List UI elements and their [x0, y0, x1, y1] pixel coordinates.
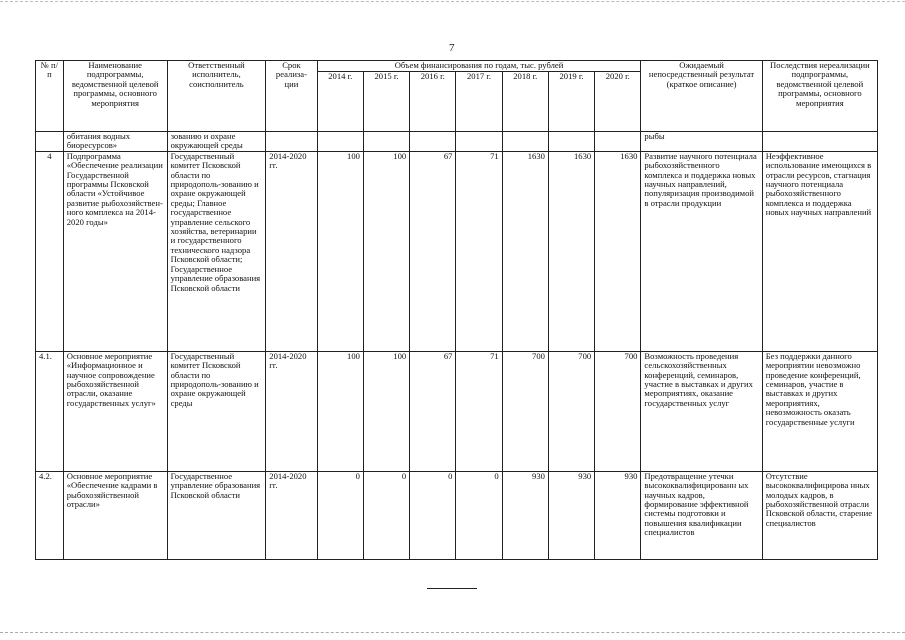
cell-result: рыбы: [641, 132, 762, 152]
footnote-divider: [427, 588, 477, 589]
cell-result: Возможность проведения сельскохозяйственных конференций, семинаров, участие в выставках и других мероприятиях, оказание государственных услуг: [641, 351, 762, 471]
header-num: № п/п: [36, 61, 64, 132]
cell-value: 700: [548, 351, 594, 471]
cell-executor: Государственный комитет Псковской области по природополь-зованию и охране окружающей среды; Главное государственное управление сельского хозяйства, ветеринарии и государственного технического надзора Псковской области; Государственное управление образования Псковской области: [167, 151, 266, 351]
cell-value: 930: [595, 471, 641, 559]
cell-consequence: Без поддержки данного мероприятии невозможно проведение конференций, семинаров, участие в выставках и других мероприятиях, невозможность оказать государственные услуги: [762, 351, 877, 471]
header-funding-group: Объем финансирования по годам, тыс. рублей: [317, 61, 641, 72]
cell-name: Основное мероприятие «Обеспечение кадрами в рыбохозяйственной отрасли»: [63, 471, 167, 559]
cell-term: 2014-2020 гг.: [266, 471, 317, 559]
cell-value: 100: [317, 351, 363, 471]
cell-num: 4: [36, 151, 64, 351]
cell-value: 1630: [502, 151, 548, 351]
table-row: [36, 351, 878, 471]
scan-edge-top: [0, 1, 905, 2]
header-year: 2016 г.: [410, 72, 456, 132]
table-row: [36, 471, 878, 559]
header-year: 2015 г.: [363, 72, 409, 132]
cell-executor: зованию и охране окружающей среды: [167, 132, 266, 152]
cell-term: 2014-2020 гг.: [266, 351, 317, 471]
cell-value: 71: [456, 151, 502, 351]
cell-value: [456, 132, 502, 152]
cell-result: Развитие научного потенциала рыбохозяйственного комплекса и поддержка новых научных направлений, популяризация производимой в отрасли продукции: [641, 151, 762, 351]
cell-value: 700: [502, 351, 548, 471]
cell-consequence: Неэффективное использование имеющихся в отрасли ресурсов, стагнация научного потенциала рыбохозяйственного комплекса и поддержка новых научных направлений: [762, 151, 877, 351]
cell-value: 100: [363, 351, 409, 471]
header-name: Наименование подпрограммы, ведомственной целевой программы, основного мероприятия: [63, 61, 167, 132]
cell-term: 2014-2020 гг.: [266, 151, 317, 351]
table-row: [36, 151, 878, 351]
table-row-continuation: [36, 132, 878, 152]
header-term: Срок реализа-ции: [266, 61, 317, 132]
cell-name: Подпрограмма «Обеспечение реализации Государственной программы Псковской области «Устойчивое развитие рыбохозяйствен-ного комплекса на 2014-2020 годы»: [63, 151, 167, 351]
cell-value: 0: [456, 471, 502, 559]
cell-value: 100: [363, 151, 409, 351]
cell-value: [363, 132, 409, 152]
header-executor: Ответственный исполнитель, соисполнитель: [167, 61, 266, 132]
cell-value: 0: [363, 471, 409, 559]
cell-value: [410, 132, 456, 152]
cell-result: Предотвращение утечки высококвалифицированн ых научных кадров, формирование эффективной системы подготовки и повышения квалификации специалистов: [641, 471, 762, 559]
header-result: Ожидаемый непосредственный результат (краткое описание): [641, 61, 762, 132]
cell-value: 67: [410, 151, 456, 351]
cell-value: 0: [410, 471, 456, 559]
cell-name: обитания водных биоресурсов»: [63, 132, 167, 152]
cell-value: 100: [317, 151, 363, 351]
cell-value: 1630: [548, 151, 594, 351]
cell-value: [595, 132, 641, 152]
cell-value: [502, 132, 548, 152]
cell-executor: Государственное управление образования Псковской области: [167, 471, 266, 559]
cell-num: 4.2.: [36, 471, 64, 559]
cell-value: [317, 132, 363, 152]
cell-value: 930: [548, 471, 594, 559]
header-consequence: Последствия нереализации подпрограммы, ведомственной целевой программы, основного мероприятия: [762, 61, 877, 132]
cell-value: 930: [502, 471, 548, 559]
cell-value: 67: [410, 351, 456, 471]
cell-name: Основное мероприятие «Информационное и научное сопровождение рыбохозяйственной отрасли, оказание государственных услуг»: [63, 351, 167, 471]
page-number: 7: [449, 42, 455, 54]
header-year: 2017 г.: [456, 72, 502, 132]
header-row-1: [36, 61, 878, 72]
cell-value: 0: [317, 471, 363, 559]
cell-value: 71: [456, 351, 502, 471]
cell-consequence: Отсутствие высококвалифицирова нных молодых кадров, в рыбохозяйственной отрасли Псковской области, старение специалистов: [762, 471, 877, 559]
header-year: 2020 г.: [595, 72, 641, 132]
scan-edge-bottom: [0, 632, 905, 633]
cell-value: 700: [595, 351, 641, 471]
cell-num: 4.1.: [36, 351, 64, 471]
cell-value: 1630: [595, 151, 641, 351]
header-year: 2018 г.: [502, 72, 548, 132]
cell-value: [548, 132, 594, 152]
header-year: 2019 г.: [548, 72, 594, 132]
cell-consequence: [762, 132, 877, 152]
header-year: 2014 г.: [317, 72, 363, 132]
cell-num: [36, 132, 64, 152]
cell-executor: Государственный комитет Псковской области по природополь-зованию и охране окружающей среды: [167, 351, 266, 471]
cell-term: [266, 132, 317, 152]
funding-table: [35, 60, 878, 560]
